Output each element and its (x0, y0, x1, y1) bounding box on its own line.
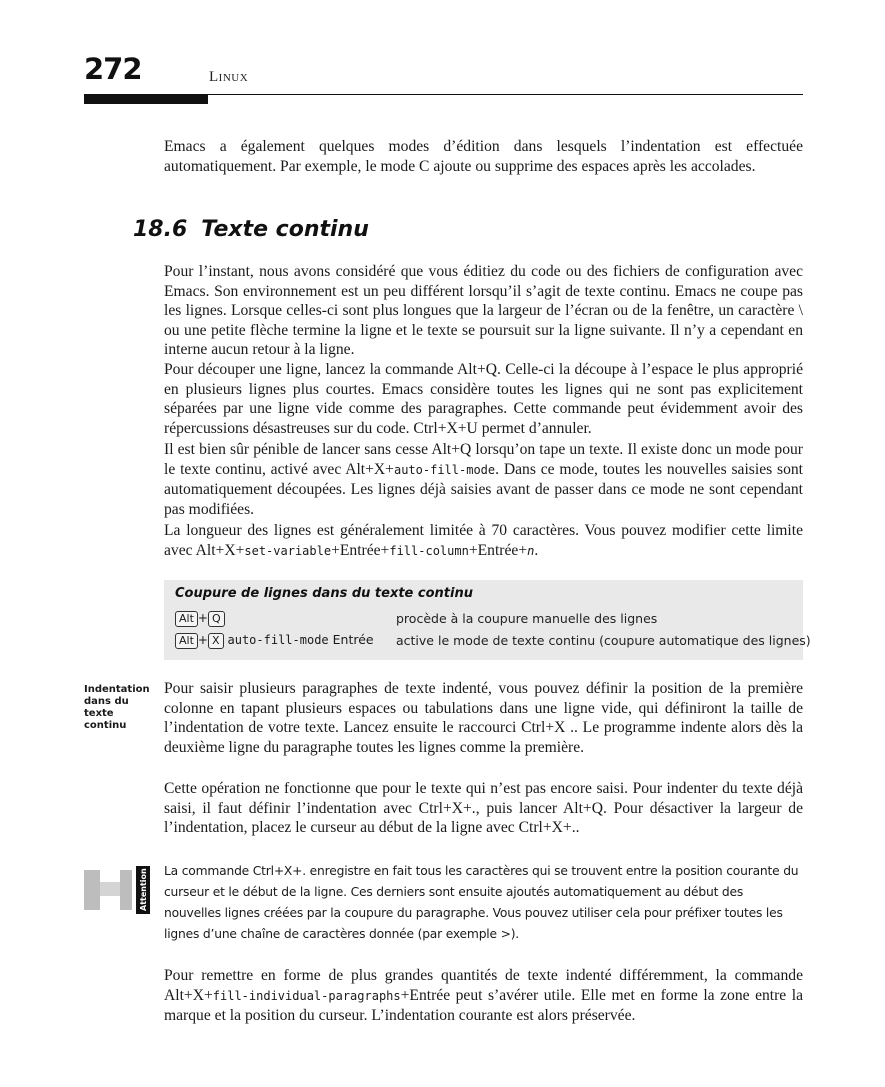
paragraph-7-text-b: +Entrée peut s’avérer utile. Elle met en forme la zone entre la marque et la position du curseur. L’indentation courante est alors préservée. (164, 986, 803, 1024)
paragraph-4-text-d: . (534, 541, 539, 559)
key-alt: Alt (175, 611, 198, 627)
paragraph-4-text-c: +Entrée+ (468, 541, 528, 559)
shortcut-box-title: Coupure de lignes dans du texte continu (175, 586, 473, 601)
paragraph-3 (164, 440, 803, 519)
code-set-variable: set-variable (244, 543, 332, 558)
section-heading (133, 217, 369, 242)
shortcut-keys (175, 632, 374, 649)
key-plus: + (197, 633, 208, 647)
header-rule-accent (84, 94, 208, 104)
paragraph-7 (164, 966, 803, 1026)
paragraph-4-text-a: La longueur des lignes est généralement limitée à 70 caractères. Vous pouvez modifier cette limite avec Alt+X+ (164, 522, 803, 559)
shortcut-command: auto-fill-mode (227, 633, 329, 647)
shortcut-row (175, 632, 811, 652)
key-x: X (208, 633, 224, 649)
paragraph-1: Pour l’instant, nous avons considéré que vous éditiez du code ou des fichiers de configuration avec Emacs. Son environnement est un peu différent lorsqu’il s’agit de texte continu. Emacs ne coupe pas les lignes. Lorsque celles-ci sont plus longues que la largeur de l’écran ou de la fenêtre, un caractère \ ou une petite flèche termine la ligne et le texte se poursuit sur la ligne suivante. Il n’y a cependant en interne aucun retour à la ligne. (164, 263, 803, 358)
key-alt: Alt (175, 633, 198, 649)
code-n: n (527, 543, 535, 558)
running-head: Linux (209, 69, 249, 85)
paragraph-2: Pour découper une ligne, lancez la commande Alt+Q. Celle-ci la découpe à l’espace le plus approprié en plusieurs lignes plus courtes. Emacs considère toutes les lignes qui ne sont pas explicitement séparées par une ligne vide comme des paragraphes. Cette commande peut évidemment avoir des répercussions désastreuses sur du code. Ctrl+X+U permet d’annuler. (164, 361, 803, 437)
attention-note-text: La commande Ctrl+X+. enregistre en fait tous les caractères qui se trouvent entre la position courante du curseur et le début de la ligne. Ces derniers sont ensuite ajoutés automatiquement au début des nouvelles lignes créées par la coupure du paragraphe. Vous pouvez utiliser cela pour préfixer toutes les lignes d’une chaîne de caractères donnée (par exemple >). (164, 864, 799, 941)
paragraph-5: Pour saisir plusieurs paragraphes de texte indenté, vous pouvez définir la position de la première colonne en tapant plusieurs espaces ou tabulations dans une ligne vide, qui définiront la taille de l’indentation de votre texte. Lancez ensuite le raccourci Ctrl+X .. Le programme indente alors dès la deuxième ligne du paragraphe toutes les lignes comme la première. (164, 680, 803, 756)
attention-icon-label: Attention (139, 868, 148, 911)
paragraph-3-text-a: Il est bien sûr pénible de lancer sans cesse Alt+Q lorsqu’on tape un texte. Il existe donc un mode pour le texte continu, activé avec Alt+X+ (164, 441, 803, 478)
code-auto-fill-mode: auto-fill-mode (393, 462, 496, 477)
attention-icon (84, 866, 150, 914)
key-plus: + (197, 611, 208, 625)
shortcut-description: active le mode de texte continu (coupure automatique des lignes) (396, 633, 811, 648)
page-number: 272 (84, 52, 142, 86)
paragraph-3-text-b: . Dans ce mode, toutes les nouvelles saisies sont automatiquement découpées. Les lignes déjà saisies avant de passer dans ce mode ne sont cependant pas modifiées. (164, 460, 803, 518)
code-fill-column: fill-column (389, 543, 469, 558)
shortcut-row (175, 610, 795, 630)
shortcut-keys (175, 610, 225, 627)
shortcut-suffix: Entrée (332, 632, 374, 647)
paragraph-4 (164, 521, 803, 561)
intro-paragraph: Emacs a également quelques modes d’édition dans lesquels l’indentation est effectuée automatiquement. Par exemple, le mode C ajoute ou supprime des espaces après les accolades. (164, 138, 803, 175)
section-number: 18.6 (133, 217, 188, 242)
shortcut-box (164, 580, 811, 660)
paragraph-6: Cette opération ne fonctionne que pour le texte qui n’est pas encore saisi. Pour indenter du texte déjà saisi, il faut définir l’indentation avec Ctrl+X+., puis lancer Alt+Q. Pour désactiver la largeur de l’indentation, placez le curseur au début de la ligne avec Ctrl+X+.. (164, 780, 803, 836)
paragraph-4-text-b: +Entrée+ (331, 541, 390, 559)
key-q: Q (208, 611, 225, 627)
section-title: Texte continu (201, 217, 369, 242)
margin-note: Indentation dans du texte continu (84, 684, 150, 731)
shortcut-description: procède à la coupure manuelle des lignes (396, 611, 658, 626)
paragraph-7-text-a: Pour remettre en forme de plus grandes quantités de texte indenté différemment, la commande Alt+X+ (164, 967, 803, 1004)
code-fill-individual-paragraphs: fill-individual-paragraphs (212, 988, 401, 1003)
